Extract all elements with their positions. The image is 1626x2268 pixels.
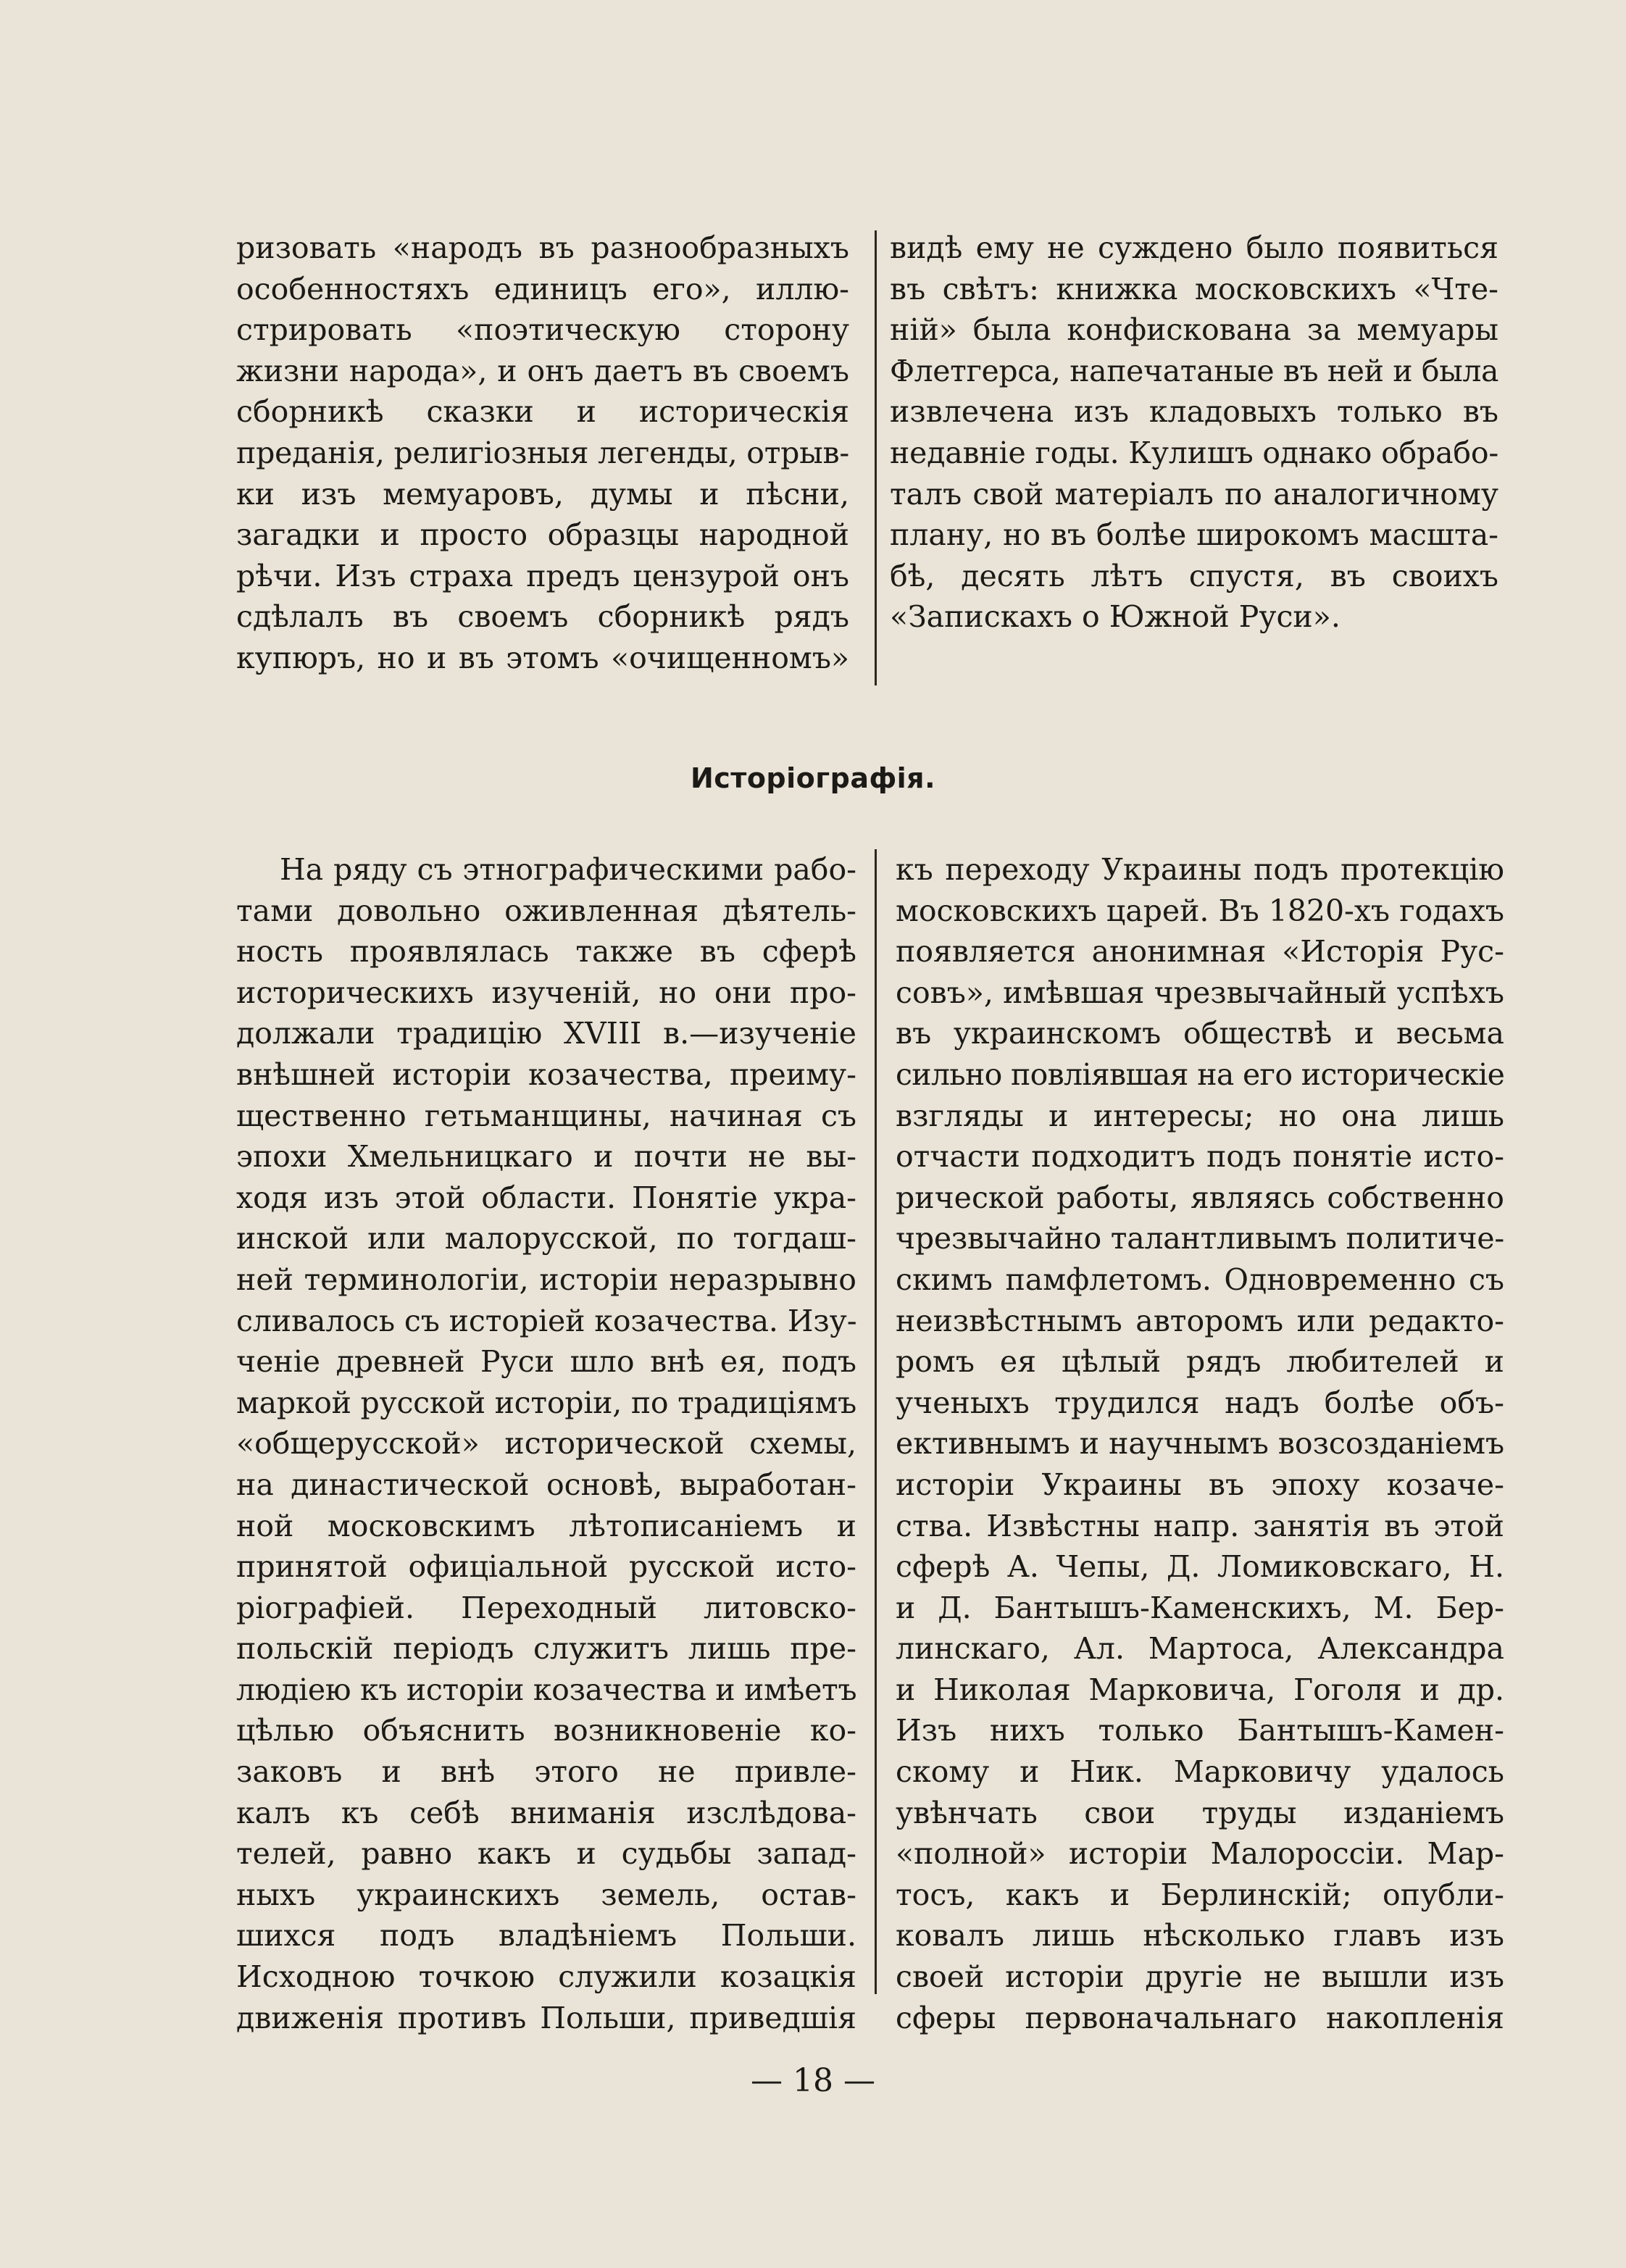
text-line: на династической основѣ, выработан- xyxy=(236,1467,856,1502)
section-heading: Исторіографія. xyxy=(690,762,936,794)
text-line: тосъ, какъ и Берлинскій; опубли- xyxy=(896,1877,1504,1912)
text-line: ки изъ мемуаровъ, думы и пѣсни, xyxy=(236,476,849,512)
text-line: въ украинскомъ обществѣ и весьма xyxy=(896,1016,1504,1051)
text-line: ность проявлялась также въ сферѣ xyxy=(236,934,856,970)
text-line: и Д. Бантышъ-Каменскихъ, М. Бер- xyxy=(896,1590,1504,1625)
bottom-right-column xyxy=(896,849,1504,2038)
text-line: своей исторіи другіе не вышли изъ xyxy=(896,1959,1504,1995)
text-line: талъ свой матеріалъ по аналогичному xyxy=(890,476,1498,512)
text-line: цѣлью объяснить возникновеніе ко- xyxy=(236,1713,856,1748)
text-line: линскаго, Ал. Мартоса, Александра xyxy=(896,1631,1504,1667)
text-line: калъ къ себѣ вниманія изслѣдова- xyxy=(236,1795,856,1830)
text-line: Исходною точкою служили козацкія xyxy=(236,1959,856,1995)
text-line: взгляды и интересы; но она лишь xyxy=(896,1098,1504,1133)
text-line: рической работы, являясь собственно xyxy=(896,1180,1504,1215)
text-line: ныхъ украинскихъ земель, остав- xyxy=(236,1877,856,1912)
text-line: преданія, религіозныя легенды, отрыв- xyxy=(236,435,849,470)
text-line: сферы первоначальнаго накопленія xyxy=(896,2000,1504,2035)
top-right-column xyxy=(890,228,1498,638)
text-line: сборникѣ сказки и историческія xyxy=(236,394,849,430)
text-line: инской или малорусской, по тогдаш- xyxy=(236,1221,856,1256)
top-left-column xyxy=(236,228,849,679)
text-line: заковъ и внѣ этого не привле- xyxy=(236,1754,856,1790)
column-divider-bottom xyxy=(875,849,877,1994)
page-number: — 18 — xyxy=(751,2062,875,2099)
text-line: ной московскимъ лѣтописаніемъ и xyxy=(236,1508,856,1543)
text-line: ковалъ лишь нѣсколько главъ изъ xyxy=(896,1918,1504,1954)
text-line: шихся подъ владѣніемъ Польши. xyxy=(236,1918,856,1954)
text-line: эпохи Хмельницкаго и почти не вы- xyxy=(236,1139,856,1175)
text-line: появляется анонимная «Исторія Рус- xyxy=(896,934,1504,970)
text-line: московскихъ царей. Въ 1820-хъ годахъ xyxy=(896,893,1504,928)
text-line: видѣ ему не суждено было появиться xyxy=(890,230,1498,265)
text-line: совъ», имѣвшая чрезвычайный успѣхъ xyxy=(896,975,1504,1010)
text-line: жизни народа», и онъ даетъ въ своемъ xyxy=(236,353,849,388)
text-line: должали традицію XVIII в.—изученіе xyxy=(236,1016,856,1051)
text-line: сильно повліявшая на его историческіе xyxy=(896,1056,1505,1092)
text-line: недавніе годы. Кулишъ однако обрабо- xyxy=(890,435,1498,470)
text-line: ній» была конфискована за мемуары xyxy=(890,312,1498,348)
text-line: ходя изъ этой области. Понятіе укра- xyxy=(236,1180,856,1215)
text-line: скому и Ник. Марковичу удалось xyxy=(896,1754,1504,1790)
text-line: сферѣ А. Чепы, Д. Ломиковскаго, Н. xyxy=(896,1549,1504,1585)
text-line: принятой офиціальной русской исто- xyxy=(236,1549,856,1585)
text-line: загадки и просто образцы народной xyxy=(236,517,849,553)
text-line: къ переходу Украины подъ протекцію xyxy=(896,852,1504,887)
column-divider-top xyxy=(875,230,877,685)
text-line: ученыхъ трудился надъ болѣе объ- xyxy=(896,1385,1504,1420)
text-line: отчасти подходитъ подъ понятіе исто- xyxy=(896,1139,1504,1175)
text-line: ріографіей. Переходный литовско- xyxy=(236,1590,856,1625)
text-line: щественно гетьманщины, начиная съ xyxy=(236,1098,856,1133)
bottom-left-column xyxy=(236,849,856,2038)
text-line: стрировать «поэтическую сторону xyxy=(236,312,849,348)
text-line: «общерусской» исторической схемы, xyxy=(236,1426,856,1462)
text-line: маркой русской исторіи, по традиціямъ xyxy=(236,1385,856,1420)
text-line: польскій періодъ служитъ лишь пре- xyxy=(236,1631,856,1667)
text-line: скимъ памфлетомъ. Одновременно съ xyxy=(896,1262,1504,1297)
text-line: особенностяхъ единицъ его», иллю- xyxy=(236,271,849,307)
text-line: сливалось съ исторіей козачества. Изу- xyxy=(236,1303,857,1338)
text-line: ченіе древней Руси шло внѣ ея, подъ xyxy=(236,1344,856,1380)
text-line: въ свѣтъ: книжка московскихъ «Чте- xyxy=(890,271,1498,307)
text-line: ективнымъ и научнымъ возсозданіемъ xyxy=(896,1426,1504,1462)
text-line: телей, равно какъ и судьбы запад- xyxy=(236,1836,856,1872)
text-line: исторіи Украины въ эпоху козаче- xyxy=(896,1467,1504,1502)
text-line: рѣчи. Изъ страха предъ цензурой онъ xyxy=(236,558,849,593)
text-line: внѣшней исторіи козачества, преиму- xyxy=(236,1056,856,1092)
text-line: Флетгерса, напечатаные въ ней и была xyxy=(890,353,1499,388)
text-line: На ряду съ этнографическими рабо- xyxy=(280,852,856,887)
text-line: увѣнчать свои труды изданіемъ xyxy=(896,1795,1504,1830)
text-line: движенія противъ Польши, приведшія xyxy=(236,2000,856,2035)
text-line: плану, но въ болѣе широкомъ масшта- xyxy=(890,517,1498,553)
text-line: «Запискахъ о Южной Руси». xyxy=(890,599,1341,635)
text-line: бѣ, десять лѣтъ спустя, въ своихъ xyxy=(890,558,1498,593)
text-line: купюръ, но и въ этомъ «очищенномъ» xyxy=(236,640,849,675)
text-line: ромъ ея цѣлый рядъ любителей и xyxy=(896,1344,1504,1380)
text-line: извлечена изъ кладовыхъ только въ xyxy=(890,394,1498,430)
text-line: чрезвычайно талантливымъ политиче- xyxy=(896,1221,1504,1256)
text-line: ства. Извѣстны напр. занятія въ этой xyxy=(896,1508,1504,1543)
text-line: сдѣлалъ въ своемъ сборникѣ рядъ xyxy=(236,599,849,635)
text-line: ней терминологіи, исторіи неразрывно xyxy=(236,1262,856,1297)
text-line: людіею къ исторіи козачества и имѣетъ xyxy=(236,1672,857,1707)
text-line: тами довольно оживленная дѣятель- xyxy=(236,893,856,928)
text-line: историческихъ изученій, но они про- xyxy=(236,975,856,1010)
text-line: ризовать «народъ въ разнообразныхъ xyxy=(236,230,849,265)
text-line: Изъ нихъ только Бантышъ-Камен- xyxy=(896,1713,1504,1748)
text-line: «полной» исторіи Малороссіи. Мар- xyxy=(896,1836,1504,1872)
text-line: неизвѣстнымъ авторомъ или редакто- xyxy=(896,1303,1504,1338)
text-line: и Николая Марковича, Гоголя и др. xyxy=(896,1672,1504,1707)
